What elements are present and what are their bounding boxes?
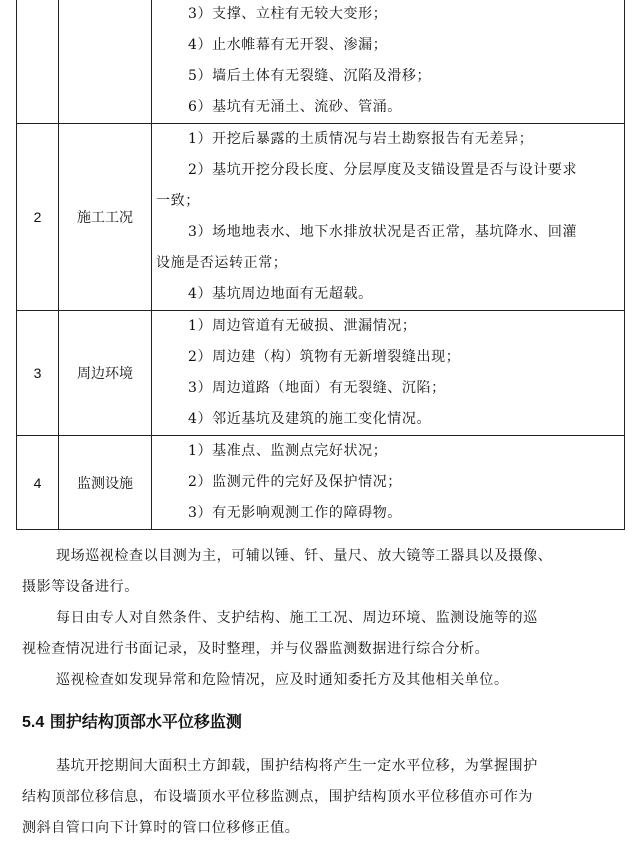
paragraph-line: 基坑开挖期间大面积土方卸载，围护结构将产生一定水平位移，为掌握围护 xyxy=(56,758,538,774)
inspection-content xyxy=(152,436,625,530)
content-line: 一致； xyxy=(156,193,200,209)
content-line: 2）周边建（构）筑物有无新增裂缝出现； xyxy=(188,349,461,365)
row-number: 2 xyxy=(17,124,59,311)
paragraph-line: 摄影等设备进行。 xyxy=(22,579,139,595)
content-line: 4）止水帷幕有无开裂、渗漏； xyxy=(188,37,388,53)
table-row xyxy=(17,0,625,124)
table-row xyxy=(17,124,625,311)
paragraph-line: 巡视检查如发现异常和危险情况，应及时通知委托方及其他相关单位。 xyxy=(56,672,509,688)
content-line: 设施是否运转正常； xyxy=(156,255,288,271)
content-line: 3）支撑、立柱有无较大变形； xyxy=(188,6,388,22)
body-text-bottom xyxy=(22,751,622,844)
content-line: 1）基准点、监测点完好状况； xyxy=(188,443,388,459)
paragraph xyxy=(22,665,622,696)
section-number: 5.4 xyxy=(22,714,45,731)
content-line: 2）监测元件的完好及保护情况； xyxy=(188,474,402,490)
section-title: 围护结构顶部水平位移监测 xyxy=(49,712,242,731)
paragraph-line: 每日由专人对自然条件、支护结构、施工工况、周边环境、监测设施等的巡 xyxy=(56,610,538,626)
inspection-item xyxy=(59,0,152,124)
inspection-content xyxy=(152,311,625,436)
paragraph xyxy=(22,603,622,665)
content-line: 3）场地地表水、地下水排放状况是否正常，基坑降水、回灌 xyxy=(188,224,578,240)
section-heading xyxy=(22,707,242,738)
paragraph-line: 视检查情况进行书面记录，及时整理，并与仪器监测数据进行综合分析。 xyxy=(22,641,490,657)
inspection-content xyxy=(152,0,625,124)
inspection-item: 施工工况 xyxy=(59,124,152,311)
content-line: 2）基坑开挖分段长度、分层厚度及支锚设置是否与设计要求 xyxy=(188,162,578,178)
table-row xyxy=(17,436,625,530)
table-row xyxy=(17,311,625,436)
content-line: 5）墙后土体有无裂缝、沉陷及滑移； xyxy=(188,68,432,84)
row-number: 3 xyxy=(17,311,59,436)
paragraph xyxy=(22,751,622,844)
inspection-table xyxy=(16,0,625,530)
content-line: 1）开挖后暴露的土质情况与岩土勘察报告有无差异； xyxy=(188,131,534,147)
paragraph-line: 现场巡视检查以目测为主，可辅以锤、钎、量尺、放大镜等工器具以及摄像、 xyxy=(56,548,553,564)
content-line: 4）邻近基坑及建筑的施工变化情况。 xyxy=(188,411,432,427)
content-line: 6）基坑有无涌土、流砂、管涌。 xyxy=(188,99,402,115)
content-line: 3）周边道路（地面）有无裂缝、沉陷； xyxy=(188,380,446,396)
inspection-content xyxy=(152,124,625,311)
content-line: 3）有无影响观测工作的障碍物。 xyxy=(188,505,402,521)
content-line: 4）基坑周边地面有无超载。 xyxy=(188,286,373,302)
body-text-top xyxy=(22,541,622,696)
inspection-item: 周边环境 xyxy=(59,311,152,436)
row-number xyxy=(17,0,59,124)
row-number: 4 xyxy=(17,436,59,530)
inspection-item: 监测设施 xyxy=(59,436,152,530)
paragraph-line: 测斜自管口向下计算时的管口位移修正值。 xyxy=(22,820,300,836)
paragraph xyxy=(22,541,622,603)
paragraph-line: 结构顶部位移信息，布设墙顶水平位移监测点，围护结构顶水平位移值亦可作为 xyxy=(22,789,533,805)
content-line: 1）周边管道有无破损、泄漏情况； xyxy=(188,318,417,334)
